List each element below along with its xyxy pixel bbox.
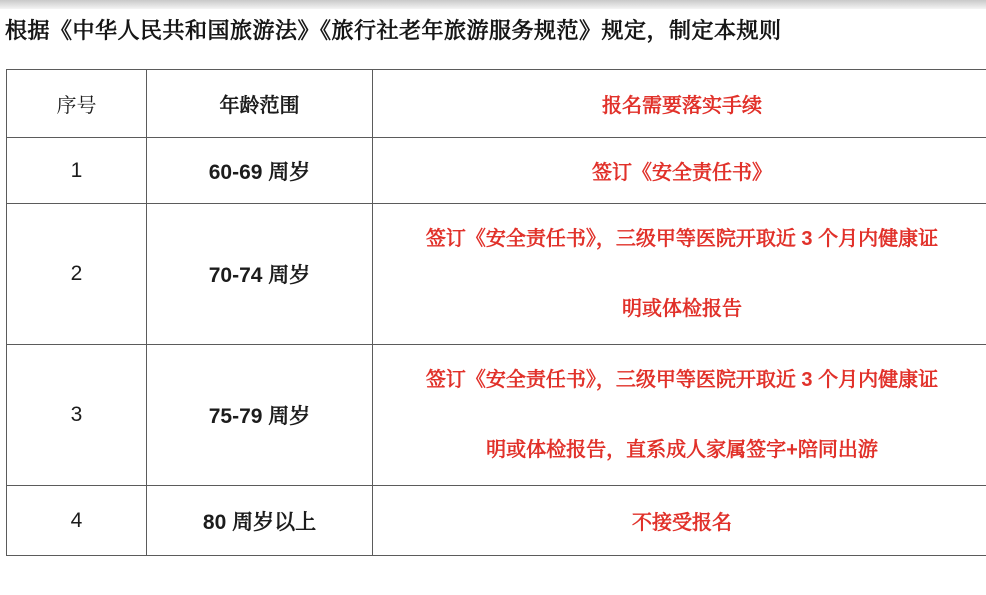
row-index: 2 (7, 204, 147, 345)
procedure-cell (373, 204, 986, 345)
header-index: 序号 (7, 70, 147, 138)
procedure-line: 不接受报名 (632, 512, 732, 534)
procedure-cell (373, 486, 986, 556)
table-row (7, 204, 986, 345)
procedure-line: 明或体检报告，直系成人家属签字+陪同出游 (486, 439, 878, 461)
age-range-cell: 75-79 周岁 (147, 345, 373, 486)
row-index: 3 (7, 345, 147, 486)
procedure-line: 明或体检报告 (622, 298, 742, 320)
elderly-travel-rules-table (6, 69, 986, 556)
table-row (7, 345, 986, 486)
procedure-cell (373, 345, 986, 486)
table-row (7, 486, 986, 556)
table-header-row (7, 70, 986, 138)
table-row (7, 138, 986, 204)
procedure-line: 签订《安全责任书》，三级甲等医院开取近 3 个月内健康证 (425, 228, 939, 250)
page-title: 根据《中华人民共和国旅游法》《旅行社老年旅游服务规范》规定，制定本规则 (5, 18, 782, 43)
top-edge-strip (0, 0, 986, 9)
age-range-cell: 70-74 周岁 (147, 204, 373, 345)
age-range-cell: 60-69 周岁 (147, 138, 373, 204)
row-index: 1 (7, 138, 147, 204)
header-age-range: 年龄范围 (147, 70, 373, 138)
age-range-cell: 80 周岁以上 (147, 486, 373, 556)
header-procedure: 报名需要落实手续 (373, 70, 986, 138)
procedure-cell (373, 138, 986, 204)
procedure-line: 签订《安全责任书》，三级甲等医院开取近 3 个月内健康证 (425, 369, 939, 391)
row-index: 4 (7, 486, 147, 556)
procedure-line: 签订《安全责任书》 (592, 162, 772, 184)
